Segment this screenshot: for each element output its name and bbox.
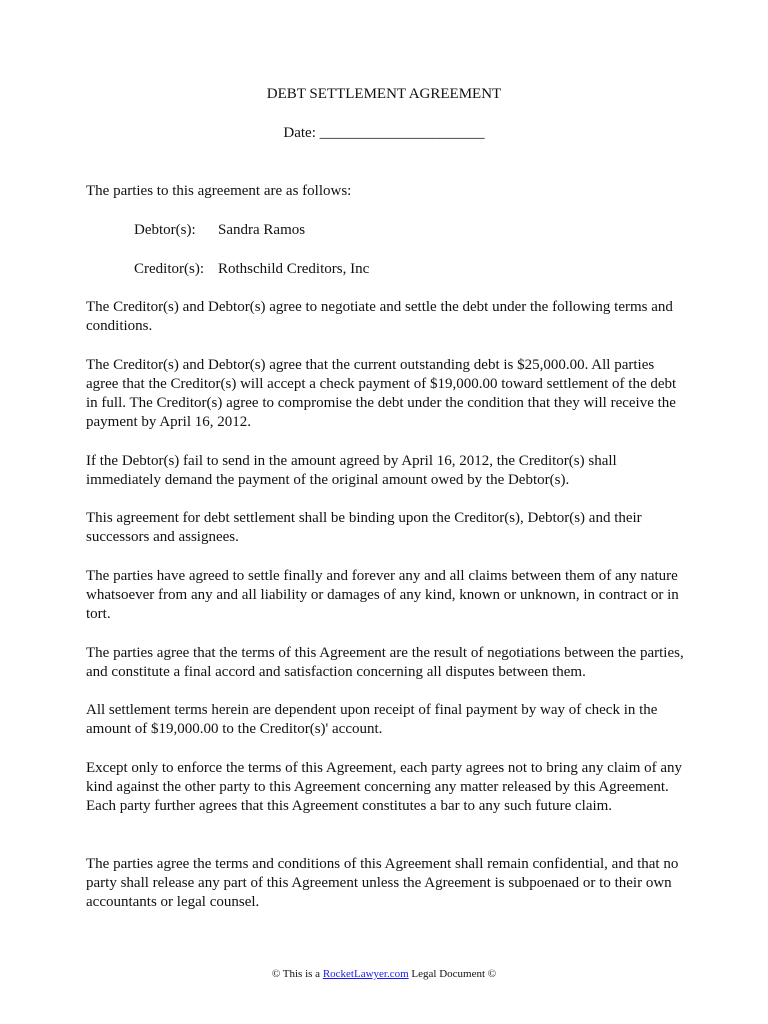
creditor-label: Creditor(s): [134,261,204,277]
paragraph-payment: All settlement terms herein are dependent upon receipt of final payment by way of check in the amount of $19,000.00 to the Creditor(s)' account. [86,702,658,737]
parties-intro: The parties to this agreement are as follows: [86,183,352,199]
footer-prefix: © This is a [271,968,323,980]
document-title: DEBT SETTLEMENT AGREEMENT [266,86,502,102]
debtor-label: Debtor(s): [134,222,196,238]
paragraph-terms-intro: The Creditor(s) and Debtor(s) agree to negotiate and settle the debt under the following terms and conditions. [86,299,673,334]
paragraph-no-claims: Except only to enforce the terms of this Agreement, each party agrees not to bring any claim of any kind against the other party to this Agreement concerning any matter released by this Agreement. Each party further agrees that this Agreement constitutes a bar to any such future claim. [86,760,683,814]
document-footer [0,967,768,981]
paragraph-debt-amount: The Creditor(s) and Debtor(s) agree that the current outstanding debt is $25,000.00. All parties agree that the Creditor(s) will accept a check payment of $19,000.00 toward settlement of the debt in full. The Creditor(s) agree to compromise the debt under the condition that they will receive the payment by April 16, 2012. [86,357,677,430]
paragraph-accord: The parties agree that the terms of this Agreement are the result of negotiations between the parties, and constitute a final accord and satisfaction concerning all disputes between them. [86,645,684,680]
footer-suffix: Legal Document © [408,968,497,980]
paragraph-confidential: The parties agree the terms and conditions of this Agreement shall remain confidential, and that no party shall release any part of this Agreement unless the Agreement is subpoenaed or to their own accountants or legal counsel. [86,856,679,910]
debtor-row [134,221,305,240]
paragraph-default: If the Debtor(s) fail to send in the amount agreed by April 16, 2012, the Creditor(s) shall immediately demand the payment of the original amount owed by the Debtor(s). [86,453,617,488]
rocketlawyer-link[interactable]: RocketLawyer.com [322,968,409,980]
date-field: Date: ______________________ [283,125,485,141]
paragraph-release: The parties have agreed to settle finally and forever any and all claims between them of any nature whatsoever from any and all liability or damages of any kind, known or unknown, in contract or in tort. [86,568,679,622]
creditor-row [134,260,369,279]
debtor-name: Sandra Ramos [218,222,306,238]
paragraph-binding: This agreement for debt settlement shall be binding upon the Creditor(s), Debtor(s) and their successors and assignees. [86,510,642,545]
creditor-name: Rothschild Creditors, Inc [218,261,370,277]
